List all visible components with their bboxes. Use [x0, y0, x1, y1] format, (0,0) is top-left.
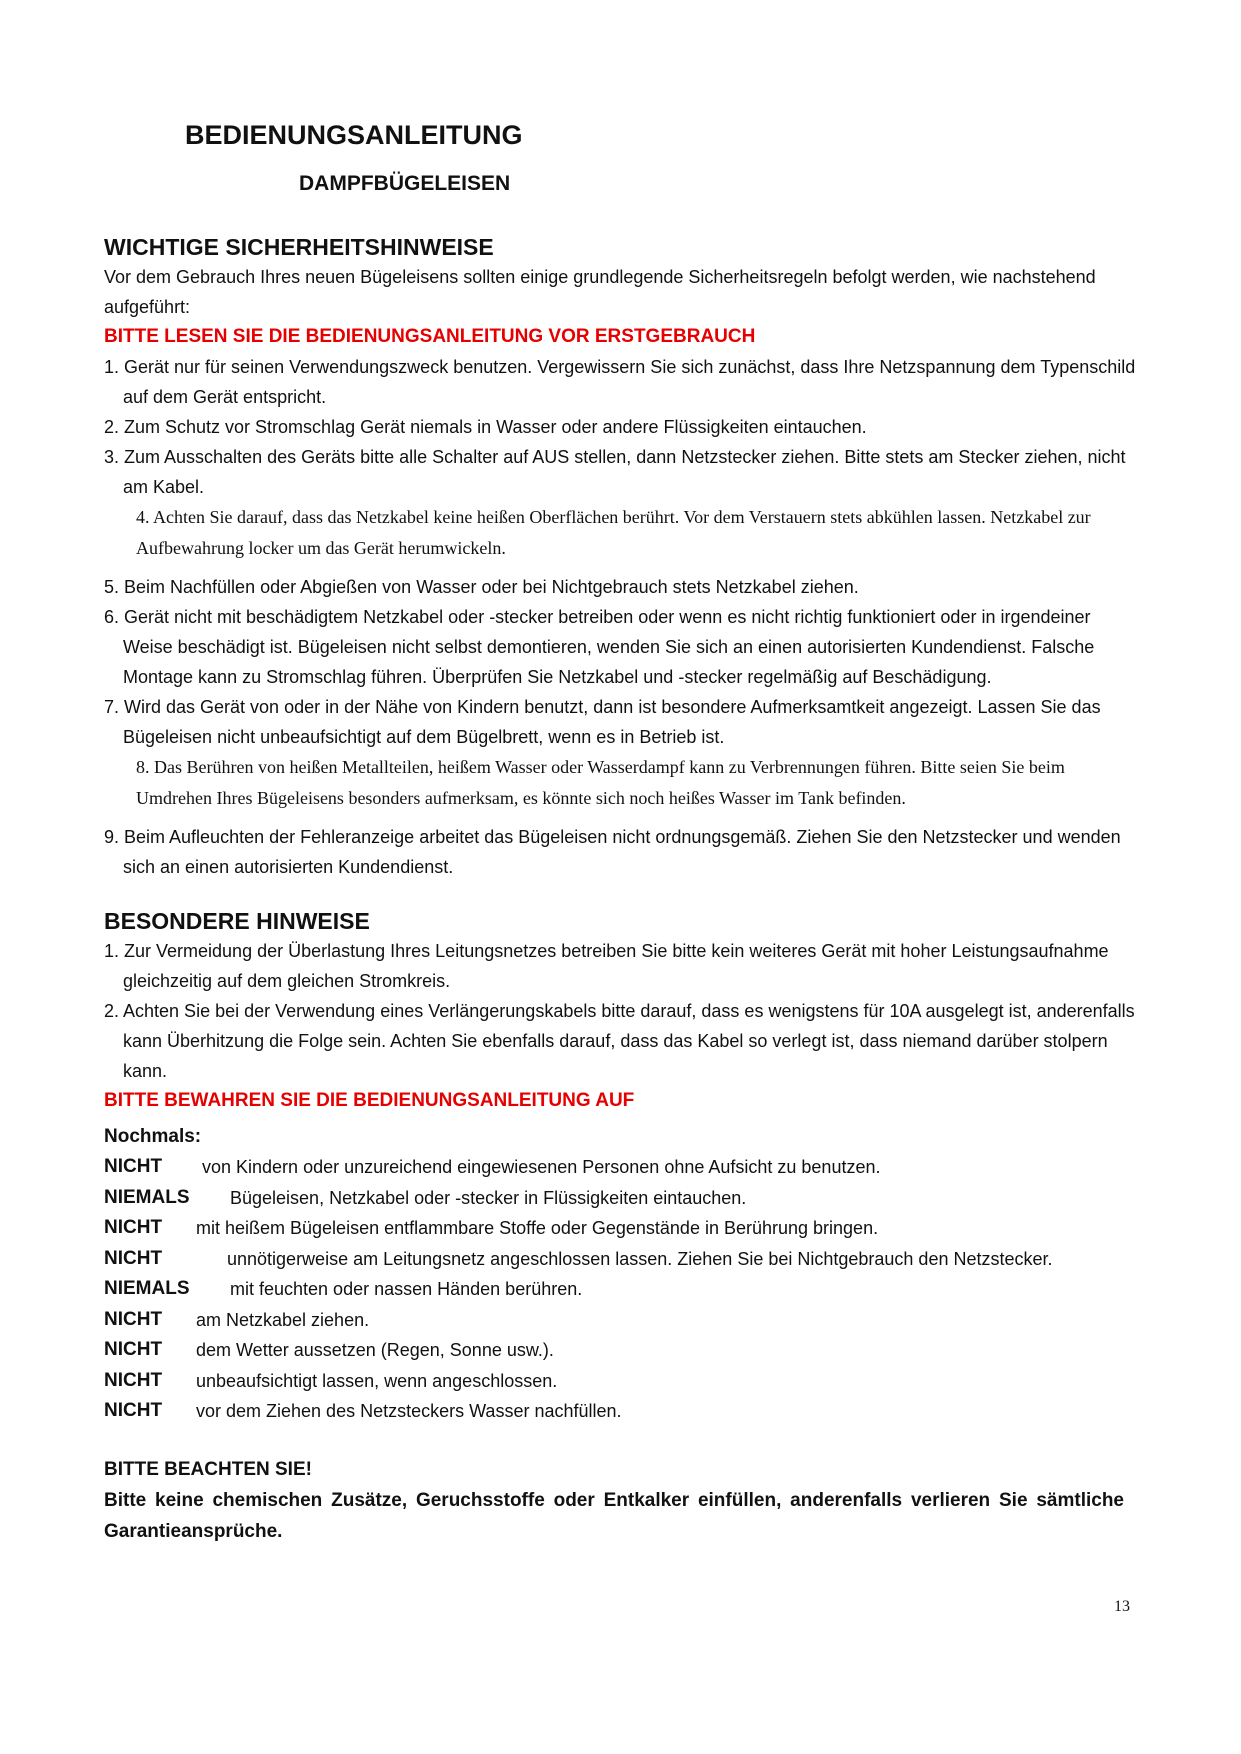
- nochmals-keyword: NICHT: [104, 1308, 163, 1330]
- nochmals-text: unnötigerweise am Leitungsnetz angeschlossen lassen. Ziehen Sie bei Nichtgebrauch den Netzstecker.: [227, 1248, 1053, 1269]
- nochmals-row: [104, 1305, 1144, 1336]
- page-number: 13: [1114, 1598, 1130, 1615]
- safety-item: 8. Das Berühren von heißen Metallteilen, heißem Wasser oder Wasserdampf kann zu Verbrennungen führen. Bitte seien Sie beim Umdrehen Ihres Bügeleisens besonders aufmerksam, es könnte sich noch heißes Wasser im Tank befinden.: [136, 757, 1065, 808]
- safety-item: 9. Beim Aufleuchten der Fehleranzeige arbeitet das Bügeleisen nicht ordnungsgemäß. Ziehen Sie den Netzstecker und wenden sich an einen autorisierten Kundendienst.: [104, 827, 1121, 877]
- nochmals-keyword: NICHT: [104, 1339, 163, 1360]
- nochmals-text: dem Wetter aussetzen (Regen, Sonne usw.).: [196, 1340, 554, 1360]
- nochmals-keyword: NICHT: [104, 1369, 163, 1391]
- nochmals-text: am Netzkabel ziehen.: [196, 1309, 370, 1330]
- page-title: BEDIENUNGSANLEITUNG: [185, 120, 523, 150]
- nochmals-keyword: NICHT: [104, 1156, 163, 1177]
- safety-item: 5. Beim Nachfüllen oder Abgießen von Wasser oder bei Nichtgebrauch stets Netzkabel ziehen.: [104, 577, 859, 597]
- special-item: 1. Zur Vermeidung der Überlastung Ihres Leitungsnetzes betreiben Sie bitte kein weiteres Gerät mit hoher Leistungsaufnahme gleichzeitig auf dem gleichen Stromkreis.: [104, 941, 1109, 991]
- nochmals-row: [104, 1244, 1144, 1275]
- nochmals-text: mit feuchten oder nassen Händen berühren.: [230, 1279, 583, 1299]
- nochmals-row: [104, 1335, 1144, 1366]
- nochmals-row: [104, 1183, 1144, 1214]
- nochmals-row: [104, 1396, 1144, 1427]
- special-heading: BESONDERE HINWEISE: [104, 908, 370, 934]
- nochmals-keyword: NIEMALS: [104, 1186, 190, 1208]
- beachten-heading: BITTE BEACHTEN SIE!: [104, 1458, 312, 1480]
- nochmals-keyword: NICHT: [104, 1247, 163, 1269]
- safety-item: 7. Wird das Gerät von oder in der Nähe von Kindern benutzt, dann ist besondere Aufmerksamtkeit angezeigt. Lassen Sie das Bügeleisen nicht unbeaufsichtigt auf dem Bügelbrett, wenn es in Betrieb ist.: [104, 697, 1101, 747]
- nochmals-keyword: NICHT: [104, 1217, 163, 1238]
- nochmals-text: Bügeleisen, Netzkabel oder -stecker in Flüssigkeiten eintauchen.: [230, 1187, 747, 1208]
- nochmals-heading: Nochmals:: [104, 1126, 202, 1147]
- safety-item: 4. Achten Sie darauf, dass das Netzkabel keine heißen Oberflächen berührt. Vor dem Verstauern stets abkühlen lassen. Netzkabel zur Aufbewahrung locker um das Gerät herumwickeln.: [136, 507, 1091, 558]
- special-item: 2. Achten Sie bei der Verwendung eines Verlängerungskabels bitte darauf, dass es wenigstens für 10A ausgelegt ist, anderenfalls kann Überhitzung die Folge sein. Achten Sie ebenfalls darauf, dass das Kabel so verlegt ist, dass niemand darüber stolpern kann.: [104, 1001, 1135, 1081]
- safety-item: 2. Zum Schutz vor Stromschlag Gerät niemals in Wasser oder andere Flüssigkeiten eintauchen.: [104, 417, 867, 437]
- nochmals-text: mit heißem Bügeleisen entflammbare Stoffe oder Gegenstände in Berührung bringen.: [196, 1218, 879, 1238]
- safety-item: 6. Gerät nicht mit beschädigtem Netzkabel oder -stecker betreiben oder wenn es nicht richtig funktioniert oder in irgendeiner Weise beschädigt ist. Bügeleisen nicht selbst demontieren, wenden Sie sich an einen autorisierten Kundendienst. Falsche Montage kann zu Stromschlag führen. Überprüfen Sie Netzkabel und -stecker regelmäßig auf Beschädigung.: [104, 607, 1095, 687]
- nochmals-row: [104, 1152, 1144, 1183]
- page-subtitle: DAMPFBÜGELEISEN: [299, 172, 511, 195]
- safety-item: 1. Gerät nur für seinen Verwendungszweck benutzen. Vergewissern Sie sich zunächst, dass Ihre Netzspannung dem Typenschild auf dem Gerät entspricht.: [104, 357, 1136, 407]
- nochmals-keyword: NICHT: [104, 1400, 163, 1421]
- content-body: [104, 232, 1144, 1547]
- safety-item: 3. Zum Ausschalten des Geräts bitte alle Schalter auf AUS stellen, dann Netzstecker ziehen. Bitte stets am Stecker ziehen, nicht am Kabel.: [104, 447, 1126, 497]
- safety-heading: WICHTIGE SICHERHEITSHINWEISE: [104, 234, 494, 260]
- nochmals-keyword: NIEMALS: [104, 1278, 190, 1299]
- nochmals-row: [104, 1274, 1144, 1305]
- nochmals-text: von Kindern oder unzureichend eingewiesenen Personen ohne Aufsicht zu benutzen.: [202, 1157, 881, 1177]
- nochmals-row: [104, 1213, 1144, 1244]
- nochmals-text: vor dem Ziehen des Netzsteckers Wasser nachfüllen.: [196, 1401, 622, 1421]
- safety-intro: Vor dem Gebrauch Ihres neuen Bügeleisens sollten einige grundlegende Sicherheitsregeln befolgt werden, wie nachstehend aufgeführt:: [104, 267, 1096, 317]
- nochmals-row: [104, 1366, 1144, 1397]
- nochmals-text: unbeaufsichtigt lassen, wenn angeschlossen.: [196, 1370, 558, 1391]
- keep-manual-warning: BITTE BEWAHREN SIE DIE BEDIENUNGSANLEITUNG AUF: [104, 1090, 635, 1111]
- beachten-text: Bitte keine chemischen Zusätze, Geruchsstoffe oder Entkalker einfüllen, anderenfalls verlieren Sie sämtliche Garantieansprüche.: [104, 1489, 1124, 1542]
- read-manual-warning: BITTE LESEN SIE DIE BEDIENUNGSANLEITUNG VOR ERSTGEBRAUCH: [104, 326, 756, 347]
